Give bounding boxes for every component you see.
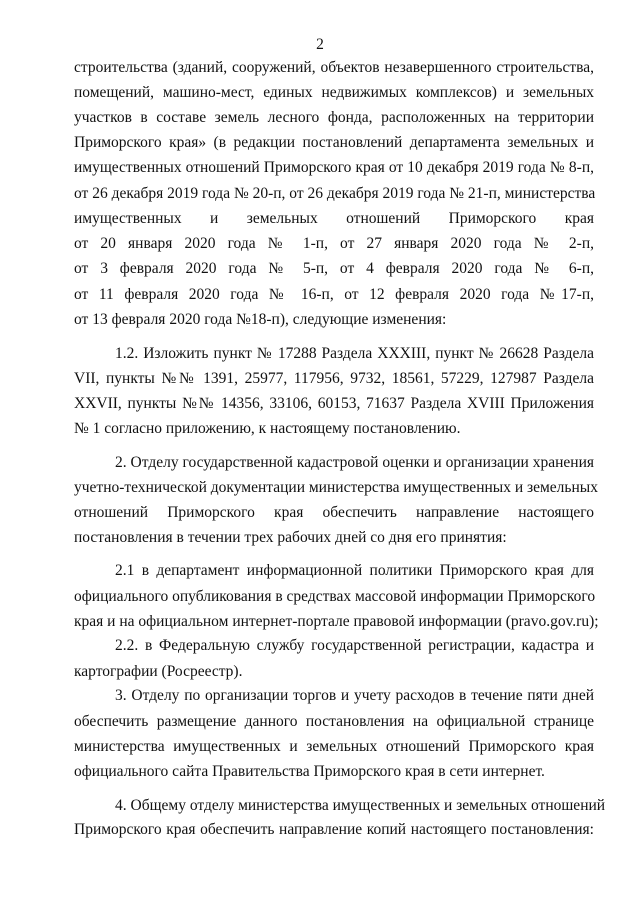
text-line: 4. Общему отделу министерства имущественных и земельных отношений: [115, 797, 606, 814]
text-line: 2. Отделу государственной кадастровой оценки и организации хранения: [115, 454, 594, 471]
text-line: от 20 января 2020 года № 1-п, от 27 января 2020 года № 2-п,: [74, 235, 594, 252]
text-line: официального опубликования в средствах массовой информации Приморского: [74, 588, 596, 605]
text-line: от 3 февраля 2020 года № 5-п, от 4 февраля 2020 года № 6-п,: [74, 260, 594, 277]
text-line: 2.1 в департамент информационной политики Приморского края для: [115, 562, 594, 579]
text-line: 2.2. в Федеральную службу государственной регистрации, кадастра и: [115, 637, 594, 654]
text-line: XXVII, пункты №№ 14356, 33106, 60153, 71637 Раздела XVIII Приложения: [74, 395, 594, 412]
text-line: отношений Приморского края обеспечить направление настоящего: [74, 504, 594, 521]
text-line: 1.2. Изложить пункт № 17288 Раздела XXXIII, пункт № 26628 Раздела: [115, 345, 594, 362]
text-line: участков в составе земель лесного фонда, расположенных на территории: [74, 109, 594, 126]
text-line: министерства имущественных и земельных отношений Приморского края: [74, 738, 594, 755]
text-line: от 26 декабря 2019 года № 20-п, от 26 декабря 2019 года № 21-п, министерства: [74, 185, 596, 202]
text-line: строительства (зданий, сооружений, объектов незавершенного строительства,: [74, 59, 594, 76]
text-line: обеспечить размещение данного постановления на официальной странице: [74, 713, 594, 730]
text-line: от 13 февраля 2020 года №18-п), следующие изменения:: [74, 311, 447, 328]
text-line: имущественных отношений Приморского края от 10 декабря 2019 года № 8-п,: [74, 159, 594, 176]
text-line: VII, пункты №№ 1391, 25977, 117956, 9732, 18561, 57229, 127987 Раздела: [74, 370, 594, 387]
text-line: постановления в течении трех рабочих дней со дня его принятия:: [74, 529, 507, 546]
page-number: 2: [316, 36, 324, 53]
text-line: № 1 согласно приложению, к настоящему постановлению.: [74, 420, 461, 437]
text-line: официального сайта Правительства Приморского края в сети интернет.: [74, 763, 545, 780]
text-line: от 11 февраля 2020 года № 16-п, от 12 февраля 2020 года №17-п,: [74, 286, 594, 303]
text-line: картографии (Росреестр).: [74, 663, 243, 680]
text-line: имущественных и земельных отношений Приморского края: [74, 210, 594, 227]
text-line: Приморского края обеспечить направление копий настоящего постановления:: [74, 821, 594, 838]
text-line: помещений, машино-мест, единых недвижимых комплексов) и земельных: [74, 84, 594, 101]
text-line: края и на официальном интернет-портале правовой информации (pravo.gov.ru);: [74, 613, 599, 630]
text-line: учетно-технической документации министерства имущественных и земельных: [74, 479, 598, 496]
text-line: 3. Отделу по организации торгов и учету расходов в течение пяти дней: [115, 687, 594, 704]
text-line: Приморского края» (в редакции постановлений департамента земельных и: [74, 134, 594, 151]
